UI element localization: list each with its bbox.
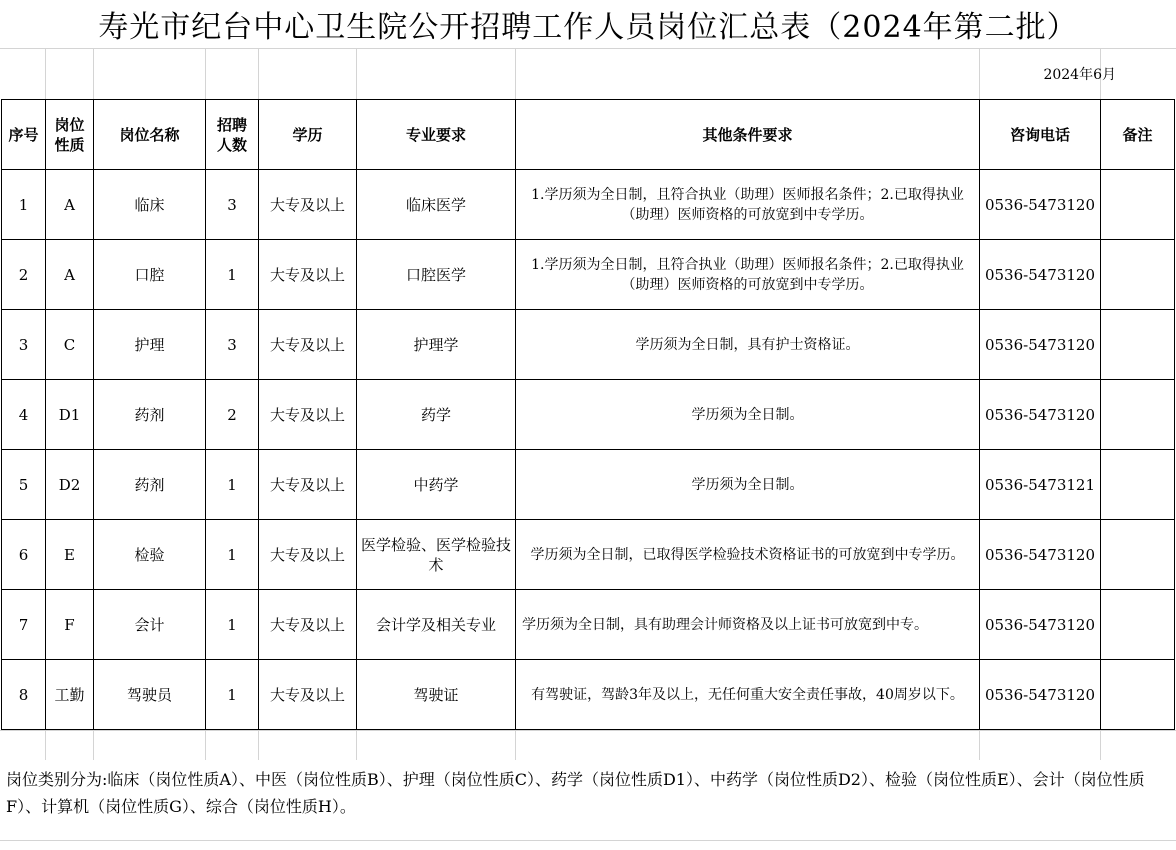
table-row [2,310,1175,380]
cell-major: 临床医学 [357,170,516,240]
header-name: 岗位名称 [94,100,206,170]
header-row [2,100,1175,170]
cell-edu: 大专及以上 [259,520,357,590]
cell-major: 药学 [357,380,516,450]
cell-seq: 4 [2,380,46,450]
cell-edu: 大专及以上 [259,380,357,450]
cell-seq: 3 [2,310,46,380]
cell-other: 学历须为全日制，已取得医学检验技术资格证书的可放宽到中专学历。 [516,520,980,590]
header-count: 招聘人数 [206,100,259,170]
cell-phone: 0536-5473120 [980,520,1101,590]
cell-major: 驾驶证 [357,660,516,730]
cell-major: 会计学及相关专业 [357,590,516,660]
cell-count: 3 [206,310,259,380]
cell-count: 1 [206,240,259,310]
cell-edu: 大专及以上 [259,450,357,520]
cell-name: 口腔 [94,240,206,310]
cell-nature: 工勤 [46,660,94,730]
cell-name: 会计 [94,590,206,660]
header-nature: 岗位性质 [46,100,94,170]
cell-remark [1101,590,1175,660]
cell-count: 1 [206,590,259,660]
cell-other: 1.学历须为全日制，且符合执业（助理）医师报名条件；2.已取得执业（助理）医师资格的可放宽到中专学历。 [516,240,980,310]
table-row [2,170,1175,240]
cell-phone: 0536-5473120 [980,240,1101,310]
table-row [2,240,1175,310]
header-other: 其他条件要求 [516,100,980,170]
cell-remark [1101,240,1175,310]
page-title: 寿光市纪台中心卫生院公开招聘工作人员岗位汇总表（2024年第二批） [98,10,1078,45]
cell-name: 临床 [94,170,206,240]
cell-seq: 8 [2,660,46,730]
header-remark: 备注 [1101,100,1175,170]
positions-table [1,99,1175,730]
cell-other: 学历须为全日制。 [516,380,980,450]
cell-count: 2 [206,380,259,450]
header-edu: 学历 [259,100,357,170]
cell-seq: 7 [2,590,46,660]
cell-remark [1101,450,1175,520]
cell-count: 3 [206,170,259,240]
cell-other: 学历须为全日制，具有助理会计师资格及以上证书可放宽到中专。 [516,590,980,660]
cell-nature: D1 [46,380,94,450]
cell-other: 有驾驶证，驾龄3年及以上，无任何重大安全责任事故，40周岁以下。 [516,660,980,730]
date-label: 2024年6月 [1043,67,1116,83]
cell-count: 1 [206,450,259,520]
cell-major: 中药学 [357,450,516,520]
header-seq: 序号 [2,100,46,170]
cell-remark [1101,380,1175,450]
cell-other: 1.学历须为全日制，且符合执业（助理）医师报名条件；2.已取得执业（助理）医师资格的可放宽到中专学历。 [516,170,980,240]
cell-name: 药剂 [94,450,206,520]
cell-nature: F [46,590,94,660]
cell-edu: 大专及以上 [259,240,357,310]
cell-count: 1 [206,660,259,730]
cell-name: 护理 [94,310,206,380]
cell-major: 护理学 [357,310,516,380]
table-row [2,590,1175,660]
cell-nature: A [46,170,94,240]
cell-phone: 0536-5473120 [980,310,1101,380]
header-major: 专业要求 [357,100,516,170]
cell-nature: C [46,310,94,380]
table-row [2,660,1175,730]
header-phone: 咨询电话 [980,100,1101,170]
cell-major: 口腔医学 [357,240,516,310]
cell-name: 药剂 [94,380,206,450]
cell-seq: 5 [2,450,46,520]
table-row [2,450,1175,520]
cell-remark [1101,170,1175,240]
cell-seq: 2 [2,240,46,310]
cell-edu: 大专及以上 [259,590,357,660]
cell-count: 1 [206,520,259,590]
cell-remark [1101,520,1175,590]
cell-phone: 0536-5473120 [980,380,1101,450]
cell-phone: 0536-5473120 [980,170,1101,240]
table-row [2,520,1175,590]
cell-remark [1101,660,1175,730]
cell-name: 检验 [94,520,206,590]
cell-nature: A [46,240,94,310]
cell-phone: 0536-5473120 [980,660,1101,730]
cell-major: 医学检验、医学检验技术 [357,520,516,590]
cell-remark [1101,310,1175,380]
table-row [2,380,1175,450]
cell-other: 学历须为全日制。 [516,450,980,520]
cell-phone: 0536-5473121 [980,450,1101,520]
cell-seq: 6 [2,520,46,590]
cell-name: 驾驶员 [94,660,206,730]
cell-phone: 0536-5473120 [980,590,1101,660]
cell-nature: D2 [46,450,94,520]
cell-edu: 大专及以上 [259,310,357,380]
cell-nature: E [46,520,94,590]
cell-edu: 大专及以上 [259,660,357,730]
cell-edu: 大专及以上 [259,170,357,240]
cell-other: 学历须为全日制，具有护士资格证。 [516,310,980,380]
position-category-note: 岗位类别分为:临床（岗位性质A）、中医（岗位性质B）、护理（岗位性质C）、药学（岗位性质D1）、中药学（岗位性质D2）、检验（岗位性质E）、会计（岗位性质F）、计算机（岗位性质G）、综合（岗位性质H）。 [6,770,1145,816]
cell-seq: 1 [2,170,46,240]
